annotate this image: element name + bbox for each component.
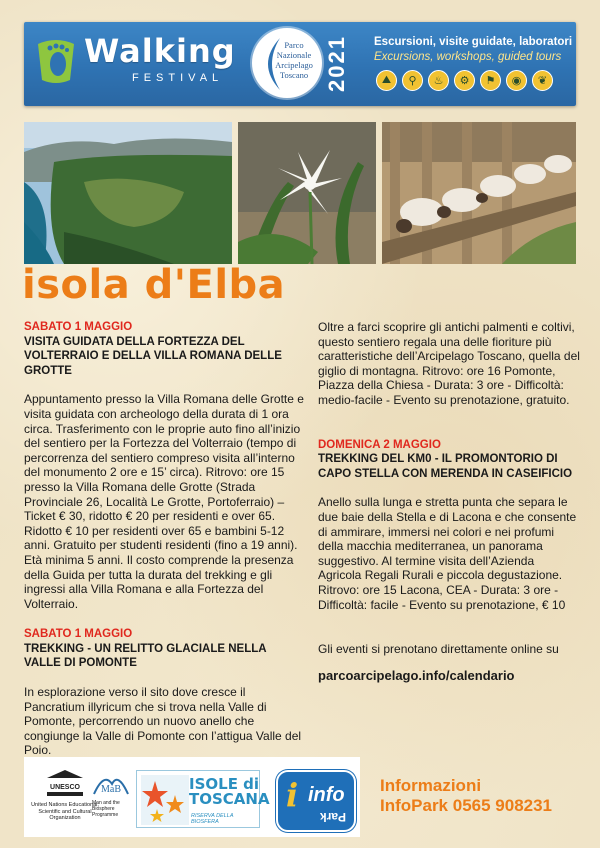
info-phone[interactable]: InfoPark 0565 908231: [380, 796, 553, 815]
events-right-column: [318, 320, 580, 683]
brand-title: Walking: [84, 32, 236, 70]
booking-link[interactable]: parcoarcipelago.info/calendario: [318, 667, 515, 683]
footprint-logo-icon: [34, 34, 78, 86]
events-left-column: [24, 320, 306, 774]
booking-note: Gli eventi si prenotano direttamente online su: [318, 642, 559, 657]
binoculars-icon: ◉: [506, 70, 527, 91]
starfish-icon: [141, 775, 189, 825]
event-description: In esplorazione verso il sito dove cresce il Pancratium illyricum che si trova nella Valle di Pomonte, percorrendo un nuovo anello che congiunge la Valle di Pomonte con l’attigua Valle del Poio.: [24, 685, 302, 758]
event-description-continued: Oltre a farci scoprire gli antichi palmenti e coltivi, questo sentiero regala una delle fioriture più caratteristiche dell’Arcipelago Toscano, quella del giglio di montagna. Ritrovo: ore 16 Pomonte, Piazza della Chiesa - Durata: 3 ore - Difficoltà: medio-facile - Evento su prenotazione, gratuito.: [318, 320, 580, 407]
brand-subtitle: FESTIVAL: [132, 72, 224, 84]
mab-wordmark: MaB: [101, 784, 121, 795]
isole-subtitle: RISERVA DELLA BIOSFERA: [191, 813, 234, 825]
event-date: DOMENICA 2 MAGGIO: [318, 438, 441, 451]
hiker-icon: ⛰: [376, 70, 397, 91]
flame-icon: ♨: [428, 70, 449, 91]
event-title: TREKKING DEL KM0 - IL PROMONTORIO DI CAPO STELLA CON MERENDA IN CASEIFICIO: [318, 453, 573, 480]
tagline-english: Excursions, workshops, guided tours: [374, 51, 562, 63]
cyclist-icon: ⚙: [454, 70, 475, 91]
header-banner: [24, 22, 576, 106]
unesco-caption: United Nations Educational, Scientific and Cultural Organization: [31, 802, 99, 821]
unesco-logo: [30, 768, 100, 822]
event-title: TREKKING - UN RELITTO GLACIALE NELLA VALLE DI POMONTE: [24, 642, 267, 670]
photo-sheep-feeding: [382, 122, 576, 264]
event-title: VISITA GUIDATA DELLA FORTEZZA DEL VOLTERRAIO E DELLA VILLA ROMANA DELLE GROTTE: [24, 335, 282, 377]
runner-icon: ⚑: [480, 70, 501, 91]
photo-pancratium-flower: [238, 122, 376, 264]
temple-icon: [45, 768, 85, 798]
infopark-park-word: Park: [320, 810, 347, 824]
walker-icon: ⚲: [402, 70, 423, 91]
park-name: Parco Nazionale Arcipelago Toscano: [275, 40, 313, 80]
island-title: isola d'Elba: [22, 262, 286, 308]
info-i-icon: i: [286, 776, 299, 814]
mab-icon: [92, 768, 130, 796]
tagline-italian: Escursioni, visite guidate, laboratori: [374, 36, 573, 48]
activity-icons: [376, 70, 553, 91]
isole-toscana-logo: [136, 770, 270, 828]
event-description: Anello sulla lunga e stretta punta che separa le due baie della Stella e di Lacona e che consente di ammirare, immersi nei colori e nei profumi della macchia mediterranea, un panorama suggestivo. Al termine visita dell’Azienda Agricola Regali Rurali e piccola degustazione. Ritrovo: ore 15 Lacona, CEA - Durata: 3 ore - Difficoltà: facile - Evento su prenotazione, € 10: [318, 495, 577, 612]
plant-icon: ❦: [532, 70, 553, 91]
infopark-logo: [276, 770, 356, 832]
festival-year: 2021: [324, 35, 349, 93]
mab-logo: [92, 768, 134, 818]
event-description: Appuntamento presso la Villa Romana delle Grotte e visita guidata con archeologo della durata di 1 ora circa. Trasferimento con le proprie auto fino all’inizio del sentiero per la Fortezza del Volterraio (tempo di percorrenza del sentiero compreso visita all’interno del monumento 2 ore e 15’ circa). Ritrovo: ore 15 presso la Villa Romana delle Grotte (Strada Provinciale 26, Località Le Grotte, Portoferraio) – Ticket € 30, ridotto € 20 per residenti e over 65. Ridotto € 10 per residenti over 65 e bambini 5-12 anni. Gratuito per studenti residenti (fino a 19 anni). Età minima 5 anni. Il costo comprende la presenza della Guida per tutta la durata del trekking e gli ingressi alla Villa Romana e alla Fortezza del Volterraio.: [24, 392, 304, 611]
photo-elba-coast: [24, 122, 232, 264]
isole-title: ISOLE di TOSCANA: [189, 775, 270, 808]
infopark-info-word: info: [308, 784, 345, 806]
event-date: SABATO 1 MAGGIO: [24, 628, 133, 641]
event-date: SABATO 1 MAGGIO: [24, 321, 133, 333]
info-label: Informazioni: [380, 776, 482, 795]
unesco-wordmark: UNESCO: [50, 784, 80, 791]
mab-caption: Man and the Biosphere Programme: [92, 800, 120, 818]
